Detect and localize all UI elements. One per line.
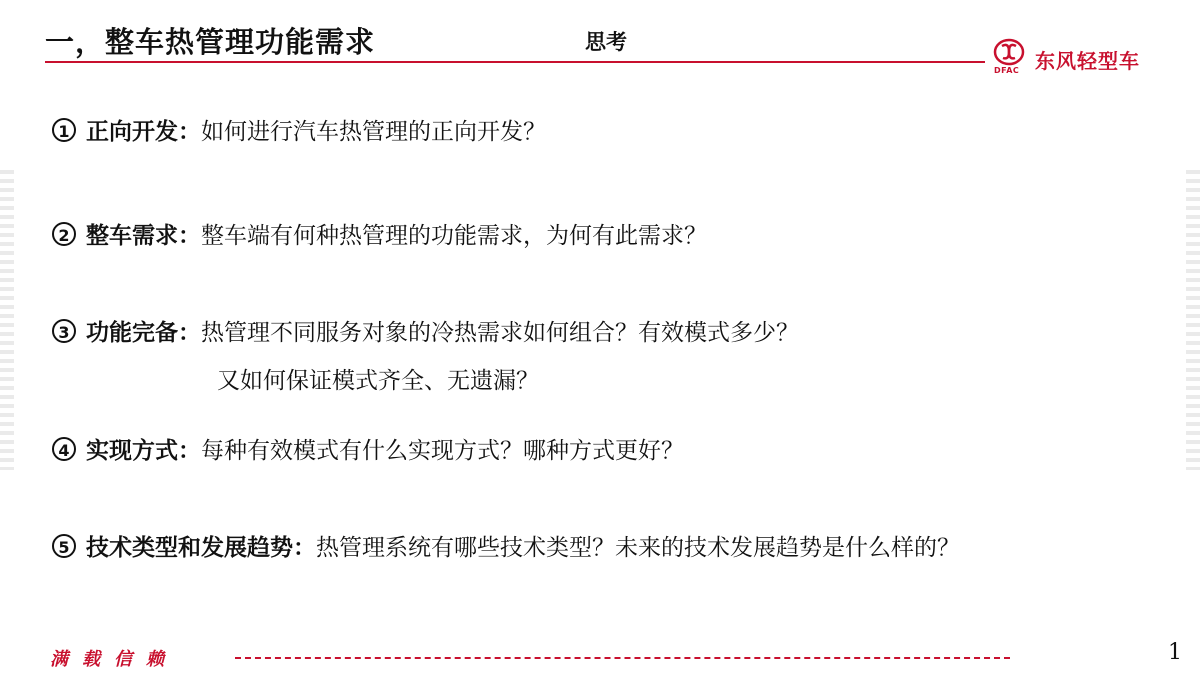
item-text: 整车端有何种热管理的功能需求，为何有此需求？ — [201, 223, 707, 249]
item-continuation: 又如何保证模式齐全、无遗漏？ — [217, 368, 539, 394]
left-decoration — [0, 170, 14, 470]
list-item — [52, 318, 799, 348]
logo-abbreviation: DFAC — [994, 66, 1020, 75]
item-number: 1 — [52, 118, 76, 142]
item-number: 2 — [52, 222, 76, 246]
page-title: 一，整车热管理功能需求 — [45, 25, 376, 59]
page-subtitle: 思考 — [585, 30, 627, 54]
page-number: 1 — [1168, 640, 1182, 665]
footer-slogan: 满载信赖 — [50, 649, 178, 670]
logo-text: 东风轻型车 — [1035, 49, 1140, 73]
item-label: 正向开发： — [86, 119, 201, 145]
brand-logo — [993, 38, 1153, 78]
header-divider — [45, 61, 985, 63]
list-item — [52, 436, 684, 466]
list-item — [52, 117, 546, 147]
item-text: 热管理系统有哪些技术类型？未来的技术发展趋势是什么样的？ — [316, 535, 960, 561]
item-label: 功能完备： — [86, 320, 201, 346]
dongfeng-emblem-icon — [993, 38, 1025, 66]
item-label: 技术类型和发展趋势： — [86, 535, 316, 561]
item-text: 如何进行汽车热管理的正向开发？ — [201, 119, 546, 145]
item-number: 5 — [52, 534, 76, 558]
item-text: 每种有效模式有什么实现方式？哪种方式更好？ — [201, 438, 684, 464]
footer-dashed-line — [235, 657, 1010, 659]
item-number: 4 — [52, 437, 76, 461]
item-text: 热管理不同服务对象的冷热需求如何组合？有效模式多少？ — [201, 320, 799, 346]
item-number: 3 — [52, 319, 76, 343]
list-item — [52, 533, 960, 563]
right-decoration — [1186, 170, 1200, 470]
item-label: 整车需求： — [86, 223, 201, 249]
item-label: 实现方式： — [86, 438, 201, 464]
list-item — [52, 221, 707, 251]
